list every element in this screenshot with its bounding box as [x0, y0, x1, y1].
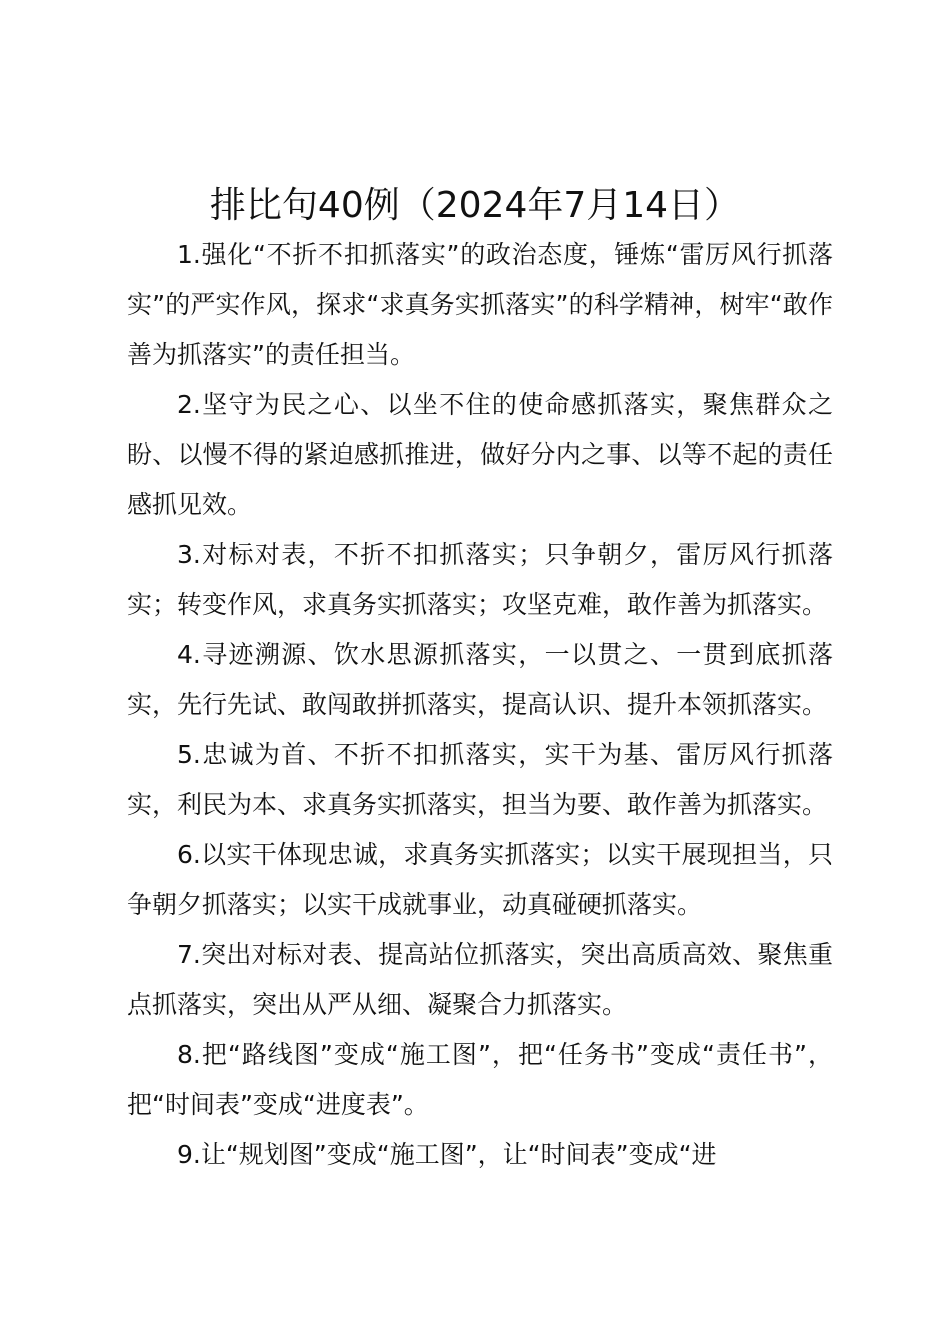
paragraph-5: 5.忠诚为首、不折不扣抓落实，实干为基、雷厉风行抓落实，利民为本、求真务实抓落实，担当为要、敢作善为抓落实。: [127, 740, 833, 819]
paragraph-7: 7.突出对标对表、提高站位抓落实，突出高质高效、聚焦重点抓落实，突出从严从细、凝聚合力抓落实。: [127, 940, 833, 1019]
paragraph-3: 3.对标对表，不折不扣抓落实；只争朝夕，雷厉风行抓落实；转变作风，求真务实抓落实；攻坚克难，敢作善为抓落实。: [127, 540, 833, 619]
document-body: [127, 230, 833, 1180]
paragraph-1: 1.强化“不折不扣抓落实”的政治态度，锤炼“雷厉风行抓落实”的严实作风，探求“求真务实抓落实”的科学精神，树牢“敢作善为抓落实”的责任担当。: [127, 240, 833, 369]
paragraph-4: 4.寻迹溯源、饮水思源抓落实，一以贯之、一贯到底抓落实，先行先试、敢闯敢拼抓落实，提高认识、提升本领抓落实。: [127, 640, 833, 719]
paragraph-8: 8.把“路线图”变成“施工图”，把“任务书”变成“责任书”，把“时间表”变成“进度表”。: [127, 1040, 833, 1119]
paragraph-2: 2.坚守为民之心、以坐不住的使命感抓落实，聚焦群众之盼、以慢不得的紧迫感抓推进，做好分内之事、以等不起的责任感抓见效。: [127, 390, 833, 519]
document-title: 排比句40例（2024年7月14日）: [209, 185, 741, 226]
paragraph-6: 6.以实干体现忠诚，求真务实抓落实；以实干展现担当，只争朝夕抓落实；以实干成就事业，动真碰硬抓落实。: [127, 840, 833, 919]
paragraph-9: 9.让“规划图”变成“施工图”，让“时间表”变成“进: [177, 1140, 717, 1169]
